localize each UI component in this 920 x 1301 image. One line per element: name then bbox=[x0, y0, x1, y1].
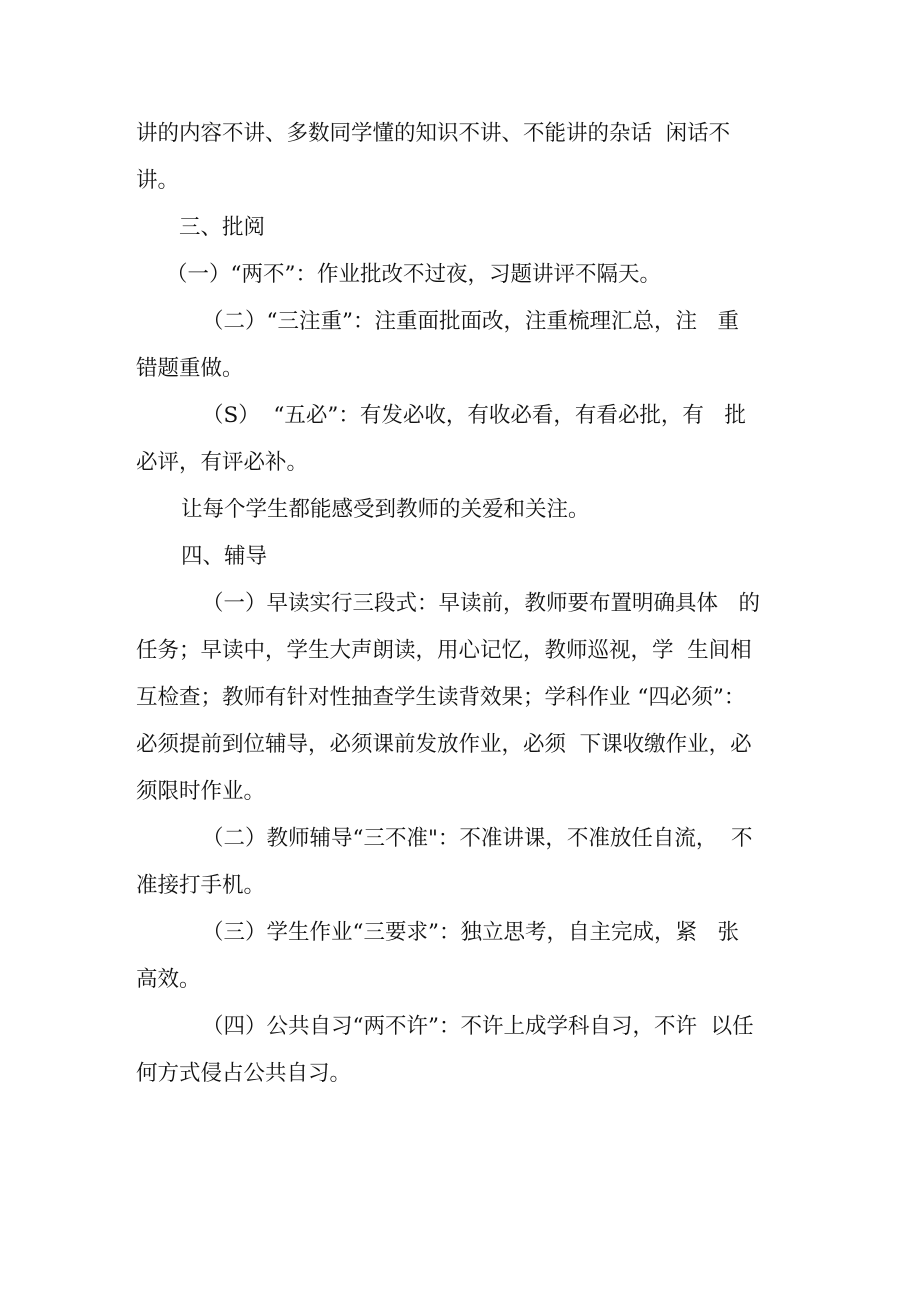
review-item-3-line-1: （S） “五必”：有发必收，有收必看，有看必批，有 批 bbox=[202, 403, 746, 428]
tutoring-item-4-line-1: （四）公共自习“两不许”：不许上成学科自习，不许 以任 bbox=[202, 1014, 754, 1039]
tutoring-item-3-line-2: 高效。 bbox=[136, 967, 201, 992]
section-heading-tutoring: 四、辅导 bbox=[181, 544, 268, 569]
review-item-1: （一）“两不”：作业批改不过夜，习题讲评不隔天。 bbox=[166, 262, 661, 287]
tutoring-item-3-line-1: （三）学生作业“三要求”：独立思考，自主完成，紧 张 bbox=[202, 920, 739, 945]
tutoring-item-1-line-3: 互检查；教师有针对性抽查学生读背效果；学科作业 “四必须”： bbox=[136, 685, 746, 710]
tutoring-item-4-line-2: 何方式侵占公共自习。 bbox=[136, 1061, 352, 1086]
tutoring-item-1-line-1: （一）早读实行三段式：早读前，教师要布置明确具体 的 bbox=[202, 591, 761, 616]
review-item-2-line-1: （二）“三注重”：注重面批面改，注重梳理汇总，注 重 bbox=[202, 309, 739, 334]
tutoring-item-1-line-5: 须限时作业。 bbox=[136, 779, 266, 804]
tutoring-item-2-line-1: （二）教师辅导“三不准"：不准讲课，不准放任自流， 不 bbox=[202, 826, 753, 851]
text-line-1: 讲的内容不讲、多数同学懂的知识不讲、不能讲的杂话 闲话不 bbox=[136, 121, 731, 146]
tutoring-item-1-line-2: 任务；早读中，学生大声朗读，用心记忆，教师巡视，学 生间相 bbox=[136, 638, 752, 663]
review-item-3-line-2: 必评，有评必补。 bbox=[136, 450, 309, 475]
section-heading-review: 三、批阅 bbox=[179, 215, 266, 240]
text-line-2: 讲。 bbox=[136, 168, 180, 193]
tutoring-item-1-line-4: 必须提前到位辅导，必须课前发放作业，必须 下课收缴作业，必 bbox=[136, 732, 752, 757]
document-body bbox=[136, 110, 796, 1097]
tutoring-item-2-line-2: 准接打手机。 bbox=[136, 873, 266, 898]
care-statement: 让每个学生都能感受到教师的关爱和关注。 bbox=[181, 497, 590, 522]
review-item-2-line-2: 错题重做。 bbox=[136, 356, 244, 381]
